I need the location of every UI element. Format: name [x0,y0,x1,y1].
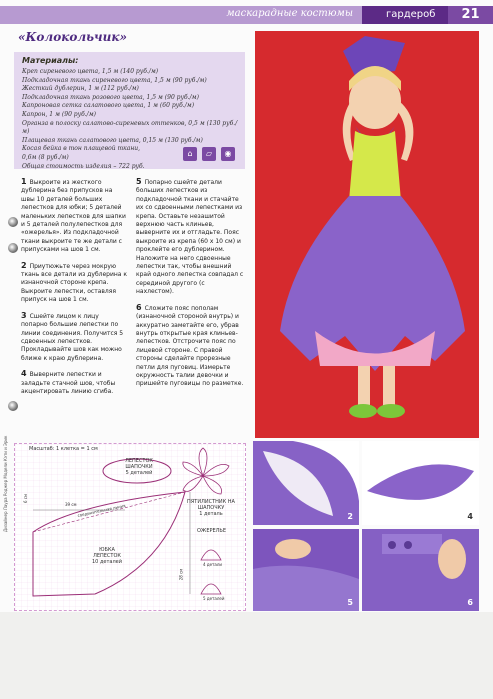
step-1 [21,178,127,255]
hat-petal-qty: 5 деталей [125,470,153,476]
materials-heading: Материалы: [22,56,79,65]
step-5 [136,178,244,297]
step-photo-5 [253,529,359,611]
page-bottom-margin [0,612,493,699]
step-number: 3 [21,310,27,320]
step-photo-2 [253,441,359,525]
petal-photo-icon [253,441,359,525]
side-credit: Дизайнер Лаура Роджер Модели Кэти и Эрик [3,435,8,532]
material-item: Креп сиреневого цвета, 1,5 м (140 руб./м) [22,68,159,75]
binder-ring [8,217,18,227]
step-6 [136,304,244,389]
buttons-photo-icon [362,529,479,611]
washing-icon: ⌂ [183,147,197,161]
step-text: Попарно сшейте детали больших лепестков из подкладочной ткани и стачайте их со сдвоенными лепестками из крепа. Оставьте незашитой верхнюю часть клиньев, выверните их и отгладьте. Пояс выкроите из крепа (60 х 10 см) и проклейте его дублерином. Наложите на него сдвоенные лепестки так, чтобы внешний край одного лепестка совпадал с серединой другого (с нахлестом). [136,179,244,296]
photo-number: 6 [467,598,473,607]
step-number: 1 [21,177,27,186]
care-icons [183,147,235,161]
pattern-scale: Масштаб: 1 клетка = 1 см [29,446,98,452]
connection-line-label: соединительная линия [77,502,126,519]
hat-petal-label [119,458,159,476]
step-number: 5 [136,177,142,186]
instructions-col-2 [136,178,244,396]
costume-photo [255,31,479,438]
five-petal-label [185,499,237,517]
dim-39: 39 см [65,502,77,507]
girl-costume-illustration [255,31,479,438]
iron-icon: ▱ [202,147,216,161]
page-number: 21 [448,6,493,24]
header-section-label: маскарадные костюмы [226,8,353,19]
step-2 [21,262,127,305]
necklace-qty-b: 5 деталей [203,596,225,601]
step-4 [21,370,127,396]
step-text: Сшейте лицом к лицу попарно большие лепестки по линии соединения. Получится 5 сдвоенных лепестков. Прокладывайте шов как можно ближе к краю дублерина. [21,312,124,362]
instructions-col-1 [21,178,127,403]
dim-6: 6 см [23,493,29,504]
necklace-label: ОЖЕРЕЛЬЕ [197,528,227,534]
step-text: Выкроите из жесткого дублерина без припусков на швы 10 деталей больших лепестков для юбки; 5 деталей маленьких лепестков для шапки и 5 деталей полулепестков для «ожерелья». Из подкладочной ткани выкроите те же детали с припусками на шов 1 см. [21,179,126,254]
big-petal-title: ЮБКА ЛЕПЕСТОК [93,547,121,559]
material-item: Капроновая сетка салатового цвета, 1 м (60 руб./м) [22,102,195,110]
step-text: Сложите пояс пополам (изнаночной стороной внутрь) и аккуратно заметайте его, убрав внутрь открытые края клиньев-лепестков. Отстрочите пояс по лицевой стороне. С правой стороны сделайте прорезные петли для пуговиц. Измерьте окружность талии девочки и пришейте пуговицы по разметке. [136,304,244,388]
material-item: Капрон, 1 м (90 руб./м) [22,110,97,118]
sewing-hands-icon [253,529,359,611]
material-item: Плащевая ткань салатового цвета, 0,15 м (130 руб./м) [22,136,203,144]
dim-28: 28 см [178,568,184,581]
header-tab-label: гардероб [386,9,436,20]
photo-number: 2 [347,512,353,521]
hat-petal-title: ЛЕПЕСТОК ШАПОЧКИ [125,458,153,470]
sewing-pattern [14,443,246,611]
material-item: Органза в полоску салатово-сиреневых оттенков, 0,5 м (130 руб./м) [22,119,238,136]
five-petal-qty: 1 деталь [199,511,223,517]
step-text: Выверните лепестки и заладьте стачной шов, чтобы акцентировать линию сгиба. [21,371,116,395]
step-photo-4 [362,441,479,525]
binder-ring [8,243,18,253]
step-3 [21,312,127,363]
material-item: Общая стоимость изделия – 722 руб. [22,162,145,170]
material-item: Косая бейка в тон плащевой ткани, [22,145,141,153]
header-tab [362,6,448,24]
petal-photo-icon [362,441,479,525]
big-petal-label [85,547,129,565]
five-petal-title: ПЯТИЛИСТНИК НА ШАПОЧКУ [187,499,235,511]
big-petal-qty: 10 деталей [92,559,122,565]
material-item: Подкладочная ткань розового цвета, 1,5 м (90 руб./м) [22,93,199,101]
material-item: Жесткий дублерин, 1 м (112 руб./м) [22,85,139,93]
page-title: «Колокольчик» [18,30,127,44]
photo-number: 5 [347,598,353,607]
step-number: 6 [136,302,142,312]
dry-clean-icon: ◉ [221,147,235,161]
step-text: Приутюжьте через мокрую ткань все детали из дублерина к изнаночной стороне крепа. Выкроите лепестки, оставляя припуск на шов 1 см. [21,262,128,304]
materials-box [14,52,245,169]
step-number: 4 [21,369,27,379]
binder-ring [8,401,18,411]
necklace-qty-a: 4 детали [203,562,222,567]
step-photo-6 [362,529,479,611]
photo-number: 4 [467,512,473,521]
material-item: Подкладочная ткань сиреневого цвета, 1,5 м (90 руб./м) [22,76,207,84]
step-number: 2 [21,260,27,270]
material-item: 0,6м (8 руб./м) [22,153,69,161]
